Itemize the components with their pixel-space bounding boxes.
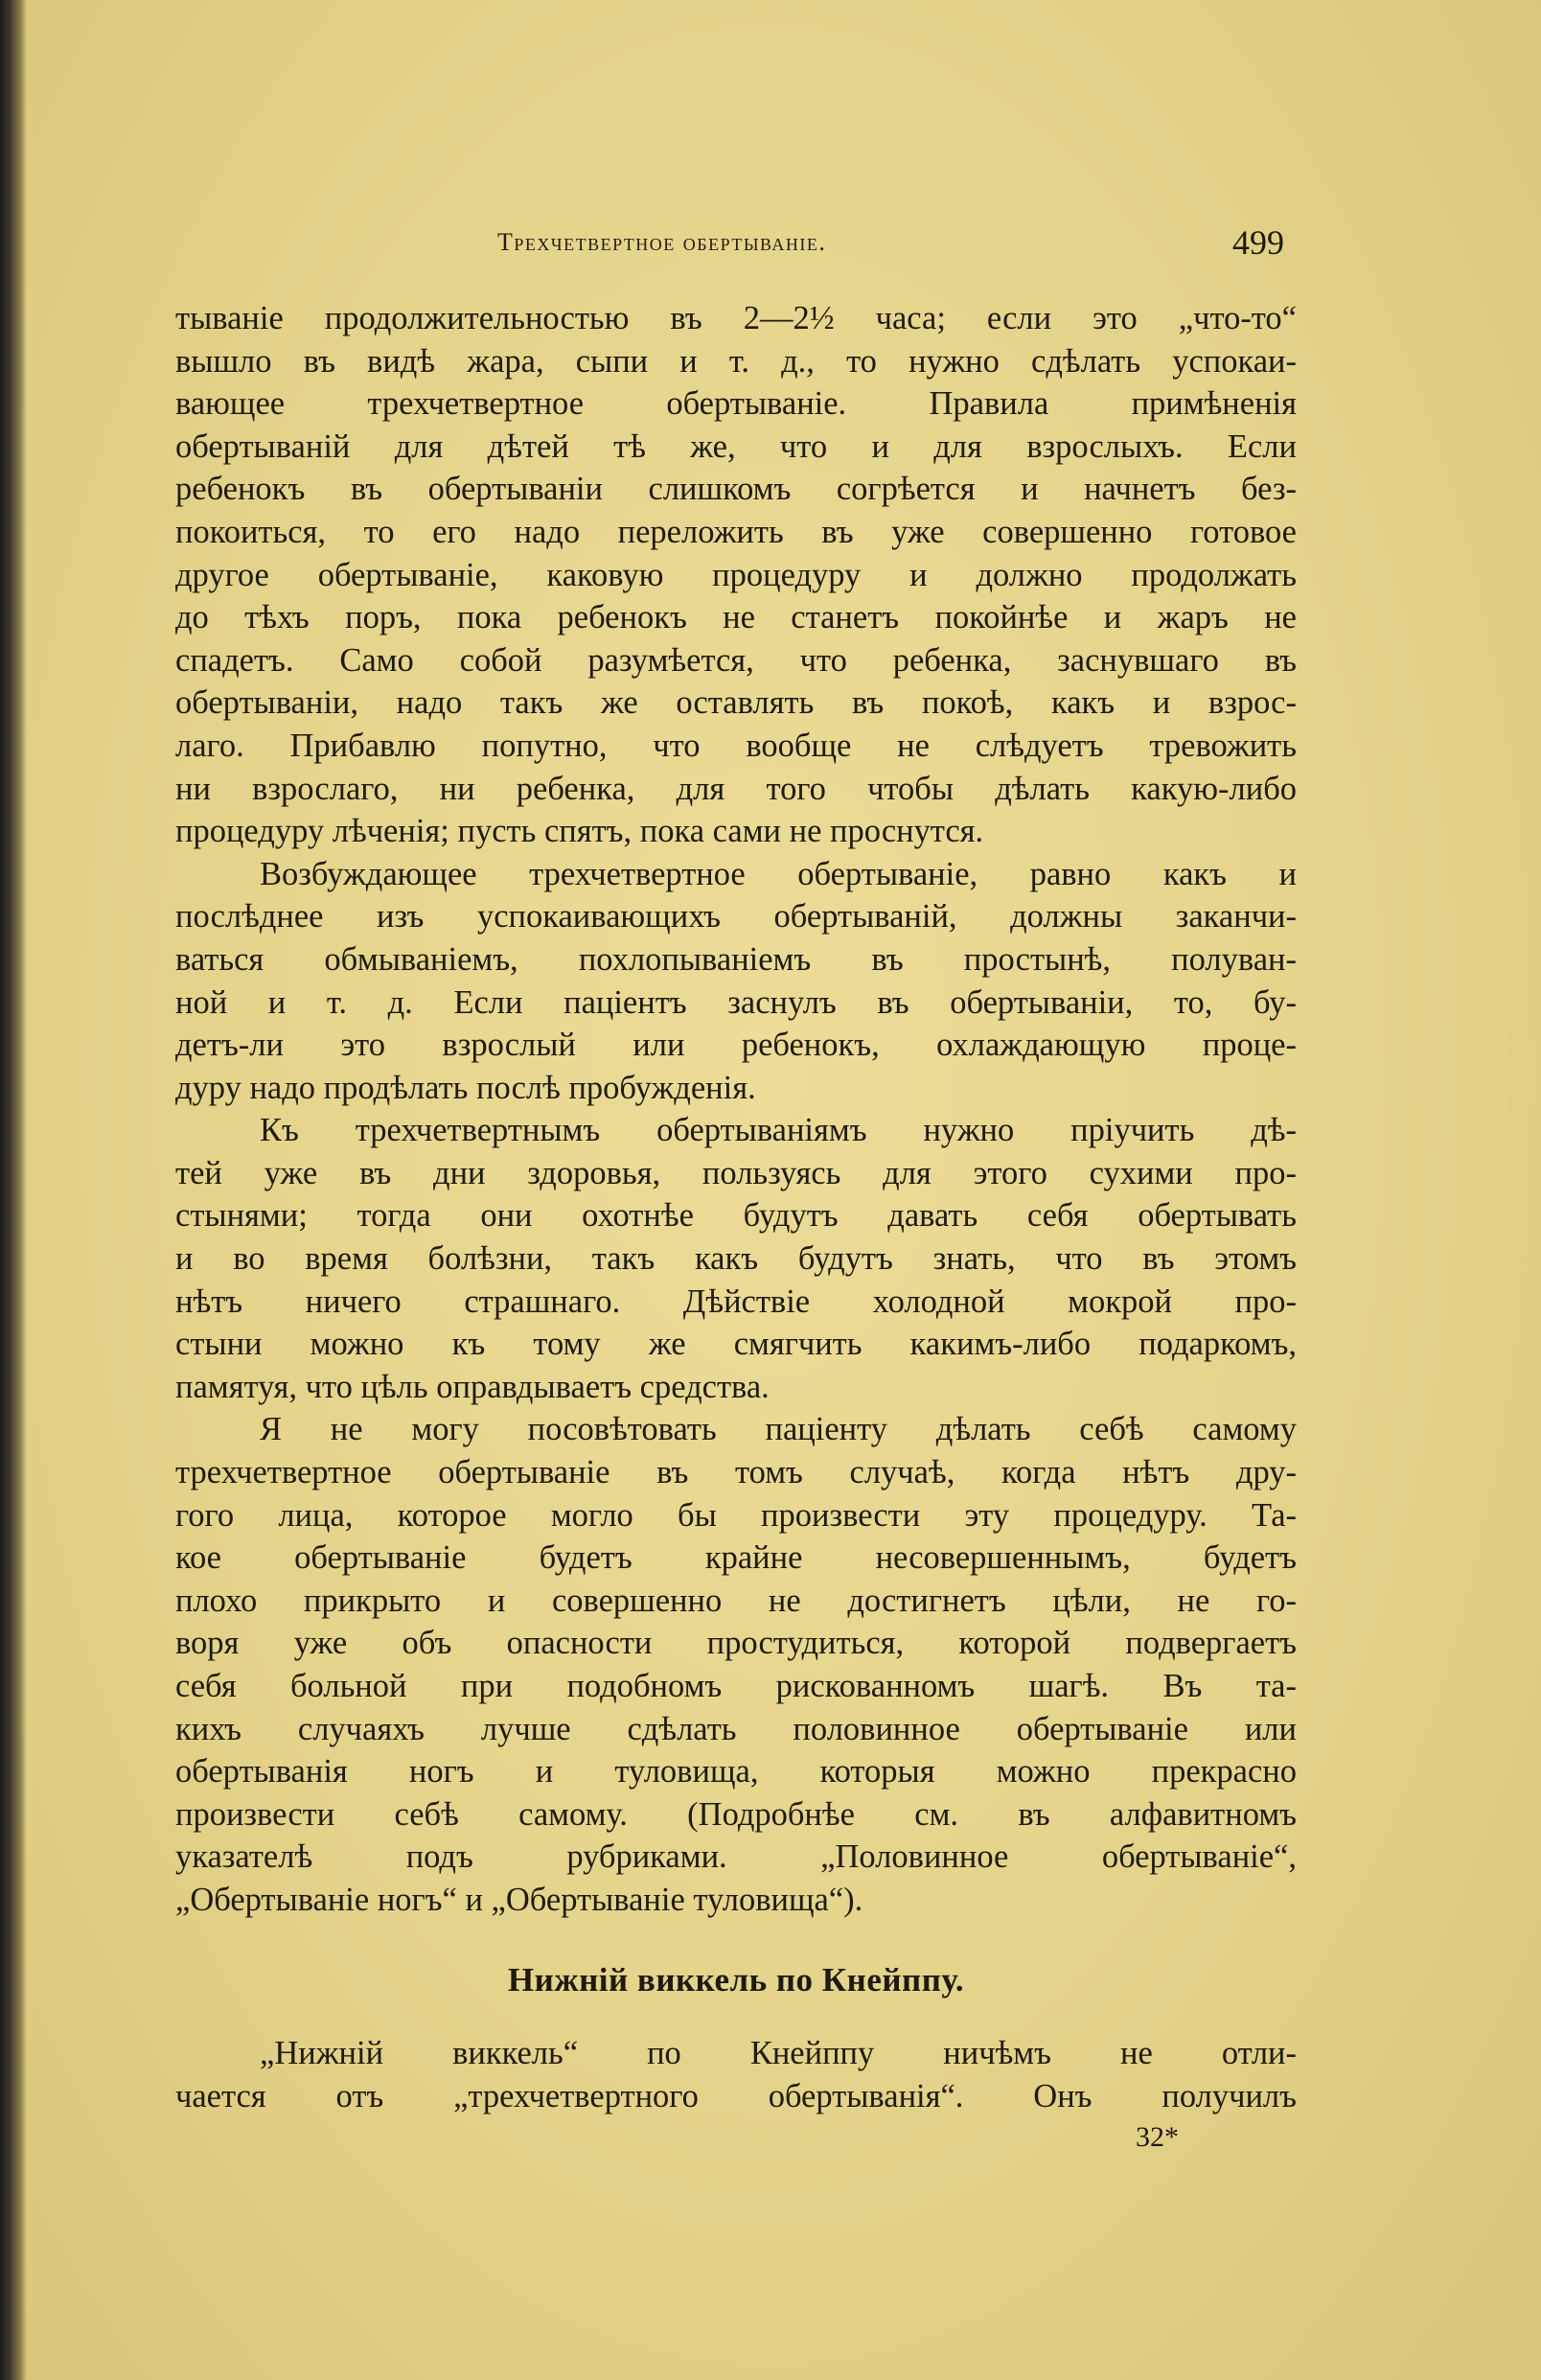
text-line: кихъ случаяхъ лучше сдѣлать половинное обертываніе или <box>175 1710 1297 1747</box>
text-line: дуру надо продѣлать послѣ пробужденія. <box>175 1069 756 1106</box>
text-line: спадетъ. Само собой разумѣется, что ребенка, заснувшаго въ <box>175 641 1297 679</box>
page-number: 499 <box>1232 223 1284 262</box>
text-line: вающее трехчетвертное обертываніе. Правила примѣненія <box>175 385 1297 423</box>
text-line: обертыванія ногъ и туловища, которыя можно прекрасно <box>175 1753 1297 1791</box>
text-line: вышло въ видѣ жара, сыпи и т. д., то нужно сдѣлать успокаи- <box>175 342 1297 380</box>
text-line: Къ трехчетвертнымъ обертываніямъ нужно пріучить дѣ- <box>260 1112 1297 1149</box>
section-heading: Нижній виккель по Кнейппу. <box>507 1961 965 1999</box>
signature-mark: 32* <box>1136 2121 1179 2153</box>
body-text <box>175 297 1297 1922</box>
text-line: ни взрослаго, ни ребенка, для того чтобы дѣлать какую-либо <box>175 770 1297 807</box>
text-line: кое обертываніе будетъ крайне несовершеннымъ, будетъ <box>175 1539 1297 1577</box>
text-line: процедуру лѣченія; пусть спятъ, пока сами не проснутся. <box>175 813 984 850</box>
section-text <box>175 2032 1297 2118</box>
text-line: обертываній для дѣтей тѣ же, что и для взрослыхъ. Если <box>175 427 1297 465</box>
text-line: „Нижній виккель“ по Кнейппу ничѣмъ не отли- <box>260 2035 1297 2071</box>
text-line: себя больной при подобномъ рискованномъ шагѣ. Въ та- <box>175 1668 1297 1704</box>
running-title: Трехчетвертное обертываніе. <box>497 228 827 256</box>
text-line: послѣднее изъ успокаивающихъ обертываній, должны заканчи- <box>175 898 1297 936</box>
page-binding-edge <box>0 0 27 2380</box>
text-line: гого лица, которое могло бы произвести эту процедуру. Та- <box>175 1496 1297 1534</box>
text-line: Возбуждающее трехчетвертное обертываніе, равно какъ и <box>260 855 1297 892</box>
text-line: Я не могу посовѣтовать паціенту дѣлать себѣ самому <box>260 1411 1297 1448</box>
text-line: детъ-ли это взрослый или ребенокъ, охлаждающую проце- <box>175 1027 1297 1064</box>
text-line: воря уже объ опасности простудиться, которой подвергаетъ <box>175 1625 1297 1662</box>
text-line: тей уже въ дни здоровья, пользуясь для этого сухими про- <box>175 1154 1297 1191</box>
text-line: ребенокъ въ обертываніи слишкомъ согрѣется и начнетъ без- <box>175 471 1297 508</box>
text-line: стыни можно къ тому же смягчить какимъ-либо подаркомъ, <box>175 1326 1297 1363</box>
text-line: памятуя, что цѣль оправдываетъ средства. <box>175 1368 770 1405</box>
text-line: лаго. Прибавлю попутно, что вообще не слѣдуетъ тревожить <box>175 727 1297 764</box>
text-line: ваться обмываніемъ, похлопываніемъ въ простынѣ, полуван- <box>175 940 1297 978</box>
text-line: тываніе продолжительностью въ 2—2½ часа; если это „что-то“ <box>175 300 1297 336</box>
text-line: произвести себѣ самому. (Подробнѣе см. въ алфавитномъ <box>175 1795 1297 1833</box>
text-line: ной и т. д. Если паціентъ заснулъ въ обертываніи, то, бу- <box>175 983 1297 1021</box>
text-line: обертываніи, надо такъ же оставлять въ покоѣ, какъ и взрос- <box>175 684 1297 722</box>
text-line: и во время болѣзни, такъ какъ будутъ знать, что въ этомъ <box>175 1240 1297 1278</box>
running-head <box>177 222 1294 270</box>
text-line: трехчетвертное обертываніе въ томъ случаѣ, когда нѣтъ дру- <box>175 1454 1297 1491</box>
text-line: стынями; тогда они охотнѣе будутъ давать себя обертывать <box>175 1197 1297 1235</box>
text-line: плохо прикрыто и совершенно не достигнетъ цѣли, не го- <box>175 1582 1297 1619</box>
text-line: до тѣхъ поръ, пока ребенокъ не станетъ покойнѣе и жаръ не <box>175 599 1297 636</box>
text-line: нѣтъ ничего страшнаго. Дѣйствіе холодной мокрой про- <box>175 1282 1297 1320</box>
text-line: покоиться, то его надо переложить въ уже совершенно готовое <box>175 513 1297 550</box>
text-line: чается отъ „трехчетвертного обертыванія“. Онъ получилъ <box>175 2078 1297 2114</box>
text-line: „Обертываніе ногъ“ и „Обертываніе туловища“). <box>175 1881 863 1918</box>
text-line: другое обертываніе, каковую процедуру и должно продолжать <box>175 556 1297 593</box>
text-line: указателѣ подъ рубриками. „Половинное обертываніе“, <box>175 1838 1297 1876</box>
